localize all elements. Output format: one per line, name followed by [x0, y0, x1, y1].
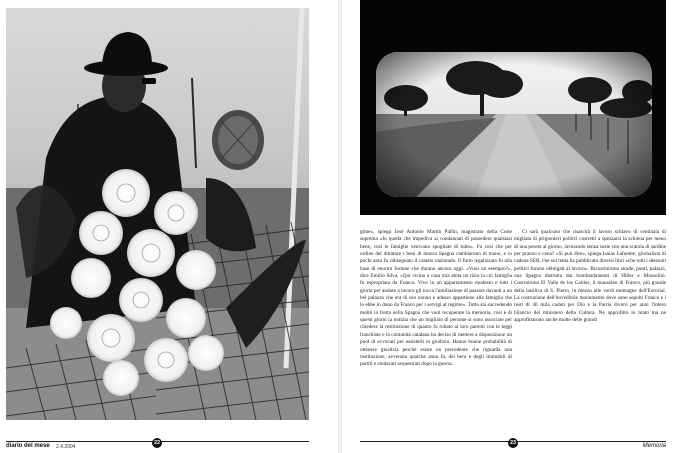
- page-number-right: 23: [509, 440, 517, 446]
- photo-landscape-film: [376, 52, 652, 197]
- article-column-2: [514, 229, 666, 324]
- photo-landscape-frame: [360, 0, 666, 215]
- section-name: Memoria: [642, 443, 666, 449]
- article-column-1: [360, 229, 512, 369]
- publication-name: diario del mese: [6, 443, 50, 449]
- photo-man-with-flowers-image: [6, 8, 309, 420]
- article-paragraph-1: gime», spiega José Antonio Martín Pallín, magistrato della Corte suprema «fu quella che impediva ai condannati di possedere qualsiasi bene, così le famiglie venivano spogliate di tutto». Fu così che per ordine del dittatore i beni di mezza Spagna cambiarono di mano, e in pochi anni fu ridisegnato il catasto nazionale. Il furto legalizzato fu alla base di enormi fortune che durano ancora oggi. «Vuoi un esempio?», dice Emilio Silva, «Qui vicino a casa mia abita un tizio la cui famiglia fu espropriata da Franco. Vive in un appartamento modesto e tutti i giorni per andare a lavoro gli tocca l'umiliazione di passare davanti a un bel palazzo che era di suo nonno e adesso appartiene alla famiglia che lo ebbe in dono da Franco per i servigi al regime». Tutto sta succedendo molto in fretta nella Spagna che vuol recuperare la memoria, così è di questi giorni la notizia che un migliaio di persone si sono associate per chiedere la restituzione di quanto fu rubato ai loro parenti con le leggi franchiste e la comunità catalana ha deciso di mettere a disposizione un pool di avvocati per assisterli in giudizio. Hanno buone probabilità di ottenere giustizia perché esiste un precedente che riguarda una restituzione, avvenuta qualche anno fa, dei beni e degli immobili di partiti e sindacati sequestrati dopo la guerra.: [360, 229, 512, 368]
- page-number-left: 22: [153, 440, 161, 446]
- publication-date: 2.4.2004: [56, 444, 76, 450]
- photo-man-with-flowers: [6, 8, 309, 420]
- article-paragraph-2: Ci sarà qualcuno che risarcirà il lavoro schiavo di centinaia di migliaia di prigionieri politici costretti a spezzarsi la schiena per meno di una peseta al giorno, lavorando senza soste con una scatola di sardine per pranzo e cena? «Sì può dire», spiega Isaias Lafuente, giornalista di cadena SER, che sul tema ha pubblicato diversi libri «che tutti i detenuti politici furono obbligati al lavoro». Ricostruirono strade, ponti, palazzi, una Spagna distrutta dai bombardamenti di Hitler e Mussolini. Costruirono El Valle de los Caídos, il mausoleo di Franco, più grande della basilica di S. Pietro, in mezzo alle verdi montagne dell'Escorial. La costruzione dell'incredibile monumento dove sono sepolti Franco e i resti di 40 mila caduti per Dio e la Patria divorò per anni l'intero bilancio del ministero della Cultura. Ne approfittò lo Stato ma ne approfittarono anche molte delle grandi: [514, 229, 666, 324]
- photo-landscape-image: [376, 52, 652, 197]
- page-gutter: [338, 0, 342, 453]
